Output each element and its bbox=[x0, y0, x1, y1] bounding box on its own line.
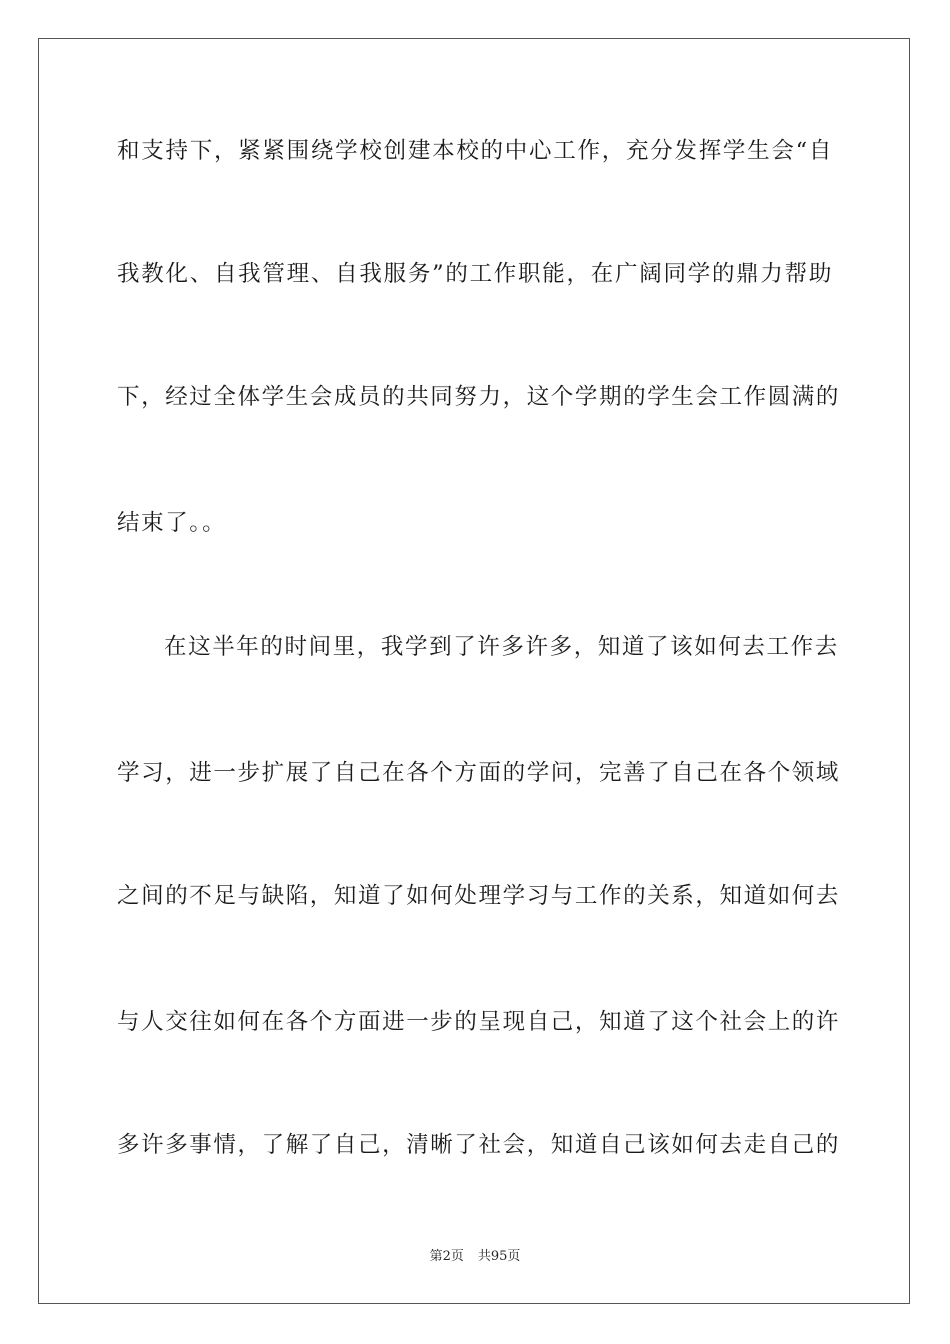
body-text-line: 与人交往如何在各个方面进一步的呈现自己，知道了这个社会上的许 bbox=[117, 1009, 841, 1035]
body-text-line: 我教化、自我管理、自我服务”的工作职能，在广阔同学的鼎力帮助 bbox=[117, 261, 833, 287]
page-number: 第2页 bbox=[429, 1249, 464, 1264]
body-text-line: 和支持下，紧紧围绕学校创建本校的中心工作，充分发挥学生会“自 bbox=[117, 138, 833, 164]
body-text-line: 结束了。。 bbox=[117, 510, 227, 536]
page-footer bbox=[0, 1248, 950, 1266]
paragraph-first-line: 在这半年的时间里，我学到了许多许多，知道了该如何去工作去 bbox=[164, 634, 839, 660]
page-border bbox=[38, 38, 910, 1304]
body-text-line: 多许多事情，了解了自己，清晰了社会，知道自己该如何去走自己的 bbox=[117, 1132, 841, 1158]
body-text-line: 学习，进一步扩展了自己在各个方面的学问，完善了自己在各个领域 bbox=[117, 760, 841, 786]
body-text-line: 下，经过全体学生会成员的共同努力，这个学期的学生会工作圆满的 bbox=[117, 384, 841, 410]
body-text-line: 之间的不足与缺陷，知道了如何处理学习与工作的关系，知道如何去 bbox=[117, 883, 841, 909]
total-pages: 共95页 bbox=[477, 1249, 521, 1264]
